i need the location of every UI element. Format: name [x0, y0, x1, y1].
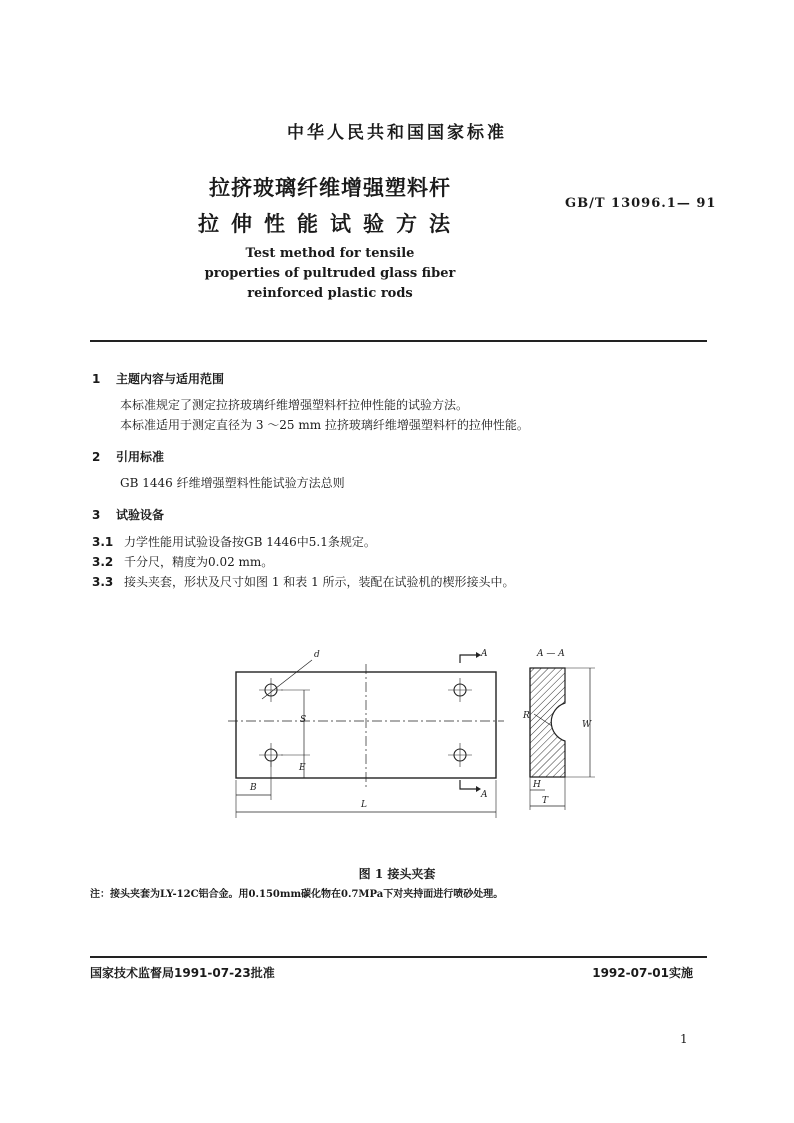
- bolt-hole: [448, 743, 472, 767]
- label-section-aa: A — A: [537, 649, 565, 659]
- title-cn-line1: 拉挤玻璃纤维增强塑料杆: [209, 176, 451, 200]
- section-profile: [530, 668, 565, 777]
- title-en-line2: properties of pultruded glass fiber: [204, 266, 456, 281]
- implementation-date: 1992-07-01实施: [592, 966, 693, 980]
- section-marker-top: [460, 655, 476, 663]
- section-2-title: 引用标准: [116, 450, 165, 464]
- national-standard-heading: 中华人民共和国国家标准: [287, 123, 507, 143]
- page-number: 1: [680, 1032, 688, 1046]
- plan-view: [228, 652, 504, 818]
- label-a-top: A: [481, 649, 488, 659]
- section-1-para-2: 本标准适用于测定直径为 3 ～25 mm 拉挤玻璃纤维增强塑料杆的拉伸性能。: [120, 418, 529, 432]
- section-3-title: 试验设备: [116, 508, 165, 522]
- label-e: E: [299, 763, 306, 773]
- label-a-bottom: A: [481, 790, 488, 800]
- section-1-title: 主题内容与适用范围: [116, 372, 225, 386]
- label-h: H: [533, 780, 541, 790]
- footer-divider: [90, 956, 707, 958]
- label-d: d: [314, 650, 320, 660]
- item-text: 接头夹套，形状及尺寸如图 1 和表 1 所示，装配在试验机的楔形接头中。: [124, 575, 515, 589]
- bolt-hole: [448, 678, 472, 702]
- label-l: L: [361, 800, 367, 810]
- item-number: 3.3: [92, 575, 114, 589]
- label-t: T: [542, 796, 549, 806]
- item-number: 3.2: [92, 555, 114, 569]
- label-s: S: [300, 715, 307, 725]
- label-b: B: [250, 783, 257, 793]
- approval-date: 国家技术监督局1991-07-23批准: [90, 966, 275, 980]
- title-cn-line2: 拉伸性能试验方法: [198, 212, 462, 236]
- d-leader-line: [262, 660, 312, 699]
- item-number: 3.1: [92, 535, 114, 549]
- label-w: W: [582, 720, 592, 730]
- figure-caption: 图 1 接头夹套: [358, 867, 436, 881]
- section-1-para-1: 本标准规定了测定拉挤玻璃纤维增强塑料杆拉伸性能的试验方法。: [120, 398, 469, 412]
- item-text: 千分尺，精度为0.02 mm。: [124, 555, 274, 569]
- section-3-number: 3: [92, 508, 101, 522]
- title-en-line1: Test method for tensile: [245, 246, 415, 261]
- section-1-number: 1: [92, 372, 101, 386]
- section-marker-bottom: [460, 780, 476, 789]
- section-2-number: 2: [92, 450, 101, 464]
- item-text: 力学性能用试验设备按GB 1446中5.1条规定。: [124, 535, 376, 549]
- standard-number: GB/T 13096.1— 91: [565, 196, 717, 211]
- title-en-line3: reinforced plastic rods: [247, 286, 413, 301]
- section-2-para-1: GB 1446 纤维增强塑料性能试验方法总则: [120, 476, 345, 490]
- label-r: R: [523, 711, 530, 721]
- figure-note: 注：接头夹套为LY-12C铝合金。用0.150mm碳化物在0.7MPa下对夹持面进行喷砂处理。: [90, 889, 504, 900]
